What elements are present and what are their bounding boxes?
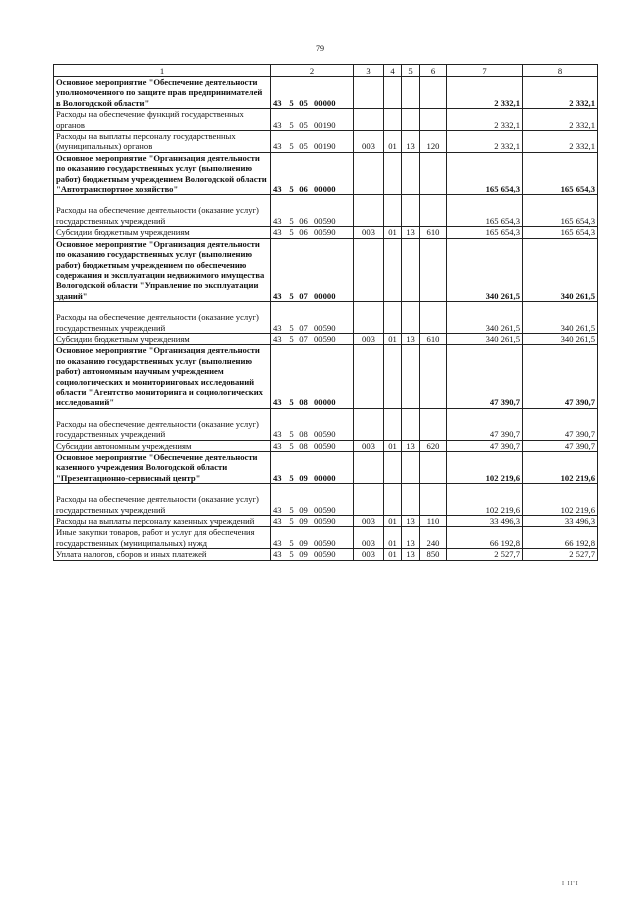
code-part-1: 43	[273, 215, 282, 226]
row-expense-type	[420, 77, 447, 109]
code-part-1: 43	[273, 472, 282, 483]
row-ministry-code	[354, 109, 384, 131]
row-target-code	[271, 408, 354, 440]
row-subsection-code	[402, 408, 420, 440]
row-section-code	[384, 452, 402, 484]
row-subsection-code	[402, 302, 420, 334]
row-name: Субсидии бюджетным учреждениям	[54, 333, 271, 344]
row-name: Основное мероприятие "Обеспечение деятельности уполномоченного по защите прав предпринимателей в Вологодской области"	[54, 77, 271, 109]
row-ministry-code: 003	[354, 549, 384, 560]
row-section-code: 01	[384, 131, 402, 153]
row-name: Расходы на обеспечение деятельности (оказание услуг) государственных учреждений	[54, 195, 271, 227]
row-amount-8: 66 192,8	[523, 527, 598, 549]
row-subsection-code	[402, 152, 420, 195]
row-name: Основное мероприятие "Организация деятельности по оказанию государственных услуг (выполнению работ) бюджетным учреждением по обеспечению содержания и эксплуатации недвижимого имущества Вологодской области "Управление по эксплуатации зданий"	[54, 238, 271, 301]
row-subsection-code	[402, 77, 420, 109]
row-subsection-code	[402, 484, 420, 516]
row-ministry-code: 003	[354, 227, 384, 238]
row-section-code: 01	[384, 440, 402, 451]
row-expense-type: 110	[420, 516, 447, 527]
header-col-5: 5	[402, 65, 420, 77]
row-section-code	[384, 109, 402, 131]
row-section-code	[384, 77, 402, 109]
code-part-3: 06	[299, 184, 308, 195]
row-subsection-code	[402, 238, 420, 301]
code-part-2: 5	[289, 184, 294, 195]
row-ministry-code	[354, 452, 384, 484]
row-section-code	[384, 238, 402, 301]
table-row	[54, 131, 598, 153]
row-name: Основное мероприятие "Обеспечение деятельности казенного учреждения Вологодской области "Презентационно-сервисный центр"	[54, 452, 271, 484]
row-name: Иные закупки товаров, работ и услуг для обеспечения государственных (муниципальных) нужд	[54, 527, 271, 549]
table-row	[54, 345, 598, 408]
code-part-4: 00000	[314, 290, 336, 301]
code-part-1: 43	[273, 184, 282, 195]
row-ministry-code	[354, 302, 384, 334]
header-col-8: 8	[523, 65, 598, 77]
table-row	[54, 408, 598, 440]
row-name: Субсидии бюджетным учреждениям	[54, 227, 271, 238]
table-row	[54, 227, 598, 238]
code-part-2: 5	[289, 440, 294, 451]
row-subsection-code: 13	[402, 516, 420, 527]
row-amount-7: 47 390,7	[447, 408, 523, 440]
row-subsection-code: 13	[402, 527, 420, 549]
row-section-code	[384, 195, 402, 227]
code-part-4: 00000	[314, 397, 336, 408]
row-target-code	[271, 227, 354, 238]
header-col-6: 6	[420, 65, 447, 77]
row-section-code	[384, 484, 402, 516]
row-name: Расходы на обеспечение функций государственных органов	[54, 109, 271, 131]
row-amount-8: 47 390,7	[523, 345, 598, 408]
row-expense-type: 240	[420, 527, 447, 549]
row-name: Основное мероприятие "Организация деятельности по оказанию государственных услуг (выполнению работ) автономным научным учреждением социологических и мониторинговых исследований области "Агентство мониторинга и социологических исследований"	[54, 345, 271, 408]
code-part-1: 43	[273, 322, 282, 333]
row-amount-8: 2 332,1	[523, 77, 598, 109]
code-part-1: 43	[273, 119, 282, 130]
row-amount-8: 340 261,5	[523, 302, 598, 334]
code-part-4: 00590	[314, 215, 336, 226]
row-amount-8: 2 332,1	[523, 109, 598, 131]
row-ministry-code: 003	[354, 527, 384, 549]
code-part-4: 00590	[314, 504, 336, 515]
row-expense-type: 850	[420, 549, 447, 560]
row-amount-8: 102 219,6	[523, 484, 598, 516]
code-part-2: 5	[289, 537, 294, 548]
table-row	[54, 549, 598, 560]
table-row	[54, 333, 598, 344]
row-target-code	[271, 527, 354, 549]
code-part-1: 43	[273, 97, 282, 108]
code-part-2: 5	[289, 397, 294, 408]
row-subsection-code	[402, 452, 420, 484]
table-row	[54, 109, 598, 131]
row-amount-7: 102 219,6	[447, 452, 523, 484]
row-target-code	[271, 77, 354, 109]
page-number: 79	[316, 44, 324, 53]
row-target-code	[271, 302, 354, 334]
row-amount-7: 2 332,1	[447, 131, 523, 153]
header-row	[54, 65, 598, 77]
row-expense-type	[420, 484, 447, 516]
row-amount-8: 165 654,3	[523, 227, 598, 238]
row-amount-7: 165 654,3	[447, 195, 523, 227]
code-part-3: 05	[299, 119, 308, 130]
code-part-2: 5	[289, 322, 294, 333]
row-ministry-code: 003	[354, 440, 384, 451]
header-col-2: 2	[271, 65, 354, 77]
row-amount-8: 340 261,5	[523, 238, 598, 301]
row-section-code	[384, 302, 402, 334]
row-target-code	[271, 549, 354, 560]
table-row	[54, 152, 598, 195]
row-subsection-code	[402, 195, 420, 227]
row-expense-type	[420, 152, 447, 195]
code-part-4: 00000	[314, 472, 336, 483]
row-amount-7: 340 261,5	[447, 302, 523, 334]
row-ministry-code	[354, 152, 384, 195]
row-amount-8: 165 654,3	[523, 152, 598, 195]
row-ministry-code: 003	[354, 516, 384, 527]
code-part-3: 05	[299, 141, 308, 152]
row-ministry-code	[354, 484, 384, 516]
code-part-3: 09	[299, 516, 308, 527]
row-target-code	[271, 152, 354, 195]
code-part-1: 43	[273, 537, 282, 548]
row-ministry-code	[354, 195, 384, 227]
row-ministry-code: 003	[354, 333, 384, 344]
code-part-2: 5	[289, 429, 294, 440]
row-subsection-code: 13	[402, 549, 420, 560]
row-section-code	[384, 345, 402, 408]
row-section-code	[384, 408, 402, 440]
row-ministry-code: 003	[354, 131, 384, 153]
table-body	[54, 77, 598, 561]
row-target-code	[271, 345, 354, 408]
row-target-code	[271, 516, 354, 527]
code-part-3: 05	[299, 97, 308, 108]
code-part-4: 00590	[314, 537, 336, 548]
row-target-code	[271, 484, 354, 516]
row-amount-7: 66 192,8	[447, 527, 523, 549]
code-part-4: 00190	[314, 141, 336, 152]
row-amount-7: 102 219,6	[447, 484, 523, 516]
budget-table	[53, 64, 598, 561]
code-part-3: 09	[299, 537, 308, 548]
row-amount-8: 47 390,7	[523, 408, 598, 440]
table-row	[54, 302, 598, 334]
code-part-1: 43	[273, 516, 282, 527]
code-part-4: 00590	[314, 227, 336, 238]
row-name: Расходы на обеспечение деятельности (оказание услуг) государственных учреждений	[54, 408, 271, 440]
row-ministry-code	[354, 408, 384, 440]
row-amount-7: 33 496,3	[447, 516, 523, 527]
code-part-2: 5	[289, 227, 294, 238]
footer-mark: I II'I	[562, 881, 579, 887]
code-part-2: 5	[289, 215, 294, 226]
code-part-4: 00000	[314, 184, 336, 195]
row-name: Субсидии автономным учреждениям	[54, 440, 271, 451]
code-part-4: 00190	[314, 119, 336, 130]
row-ministry-code	[354, 345, 384, 408]
code-part-3: 06	[299, 227, 308, 238]
row-subsection-code: 13	[402, 131, 420, 153]
code-part-2: 5	[289, 290, 294, 301]
code-part-2: 5	[289, 504, 294, 515]
code-part-1: 43	[273, 549, 282, 560]
code-part-4: 00590	[314, 429, 336, 440]
row-section-code: 01	[384, 516, 402, 527]
row-expense-type	[420, 195, 447, 227]
row-expense-type	[420, 452, 447, 484]
code-part-1: 43	[273, 333, 282, 344]
row-section-code	[384, 152, 402, 195]
code-part-3: 09	[299, 472, 308, 483]
row-expense-type	[420, 345, 447, 408]
row-expense-type	[420, 238, 447, 301]
table-row	[54, 195, 598, 227]
table-row	[54, 527, 598, 549]
table-row	[54, 516, 598, 527]
row-amount-8: 33 496,3	[523, 516, 598, 527]
code-part-1: 43	[273, 397, 282, 408]
header-col-4: 4	[384, 65, 402, 77]
code-part-3: 09	[299, 504, 308, 515]
code-part-1: 43	[273, 429, 282, 440]
code-part-3: 06	[299, 215, 308, 226]
row-subsection-code: 13	[402, 440, 420, 451]
code-part-3: 07	[299, 333, 308, 344]
code-part-2: 5	[289, 549, 294, 560]
row-target-code	[271, 195, 354, 227]
row-amount-7: 165 654,3	[447, 152, 523, 195]
table-row	[54, 77, 598, 109]
row-amount-7: 165 654,3	[447, 227, 523, 238]
code-part-4: 00590	[314, 549, 336, 560]
row-amount-8: 2 332,1	[523, 131, 598, 153]
row-ministry-code	[354, 77, 384, 109]
code-part-4: 00590	[314, 322, 336, 333]
row-name: Расходы на обеспечение деятельности (оказание услуг) государственных учреждений	[54, 302, 271, 334]
row-subsection-code	[402, 109, 420, 131]
row-target-code	[271, 109, 354, 131]
row-target-code	[271, 333, 354, 344]
row-amount-8: 165 654,3	[523, 195, 598, 227]
code-part-3: 08	[299, 397, 308, 408]
row-expense-type: 610	[420, 227, 447, 238]
row-target-code	[271, 238, 354, 301]
row-section-code: 01	[384, 527, 402, 549]
code-part-3: 08	[299, 429, 308, 440]
table-row	[54, 484, 598, 516]
row-amount-7: 340 261,5	[447, 333, 523, 344]
row-subsection-code	[402, 345, 420, 408]
row-section-code: 01	[384, 227, 402, 238]
row-amount-7: 47 390,7	[447, 440, 523, 451]
code-part-2: 5	[289, 141, 294, 152]
row-subsection-code: 13	[402, 227, 420, 238]
code-part-2: 5	[289, 516, 294, 527]
code-part-1: 43	[273, 141, 282, 152]
code-part-3: 09	[299, 549, 308, 560]
code-part-3: 08	[299, 440, 308, 451]
code-part-1: 43	[273, 504, 282, 515]
row-section-code: 01	[384, 333, 402, 344]
row-expense-type: 620	[420, 440, 447, 451]
row-amount-7: 47 390,7	[447, 345, 523, 408]
table-row	[54, 238, 598, 301]
code-part-1: 43	[273, 290, 282, 301]
code-part-2: 5	[289, 333, 294, 344]
row-amount-7: 2 527,7	[447, 549, 523, 560]
row-name: Расходы на выплаты персоналу государственных (муниципальных) органов	[54, 131, 271, 153]
row-subsection-code: 13	[402, 333, 420, 344]
row-target-code	[271, 452, 354, 484]
row-amount-7: 340 261,5	[447, 238, 523, 301]
code-part-2: 5	[289, 119, 294, 130]
row-amount-8: 2 527,7	[523, 549, 598, 560]
row-expense-type	[420, 302, 447, 334]
code-part-2: 5	[289, 472, 294, 483]
row-target-code	[271, 440, 354, 451]
code-part-3: 07	[299, 290, 308, 301]
code-part-4: 00590	[314, 333, 336, 344]
row-expense-type	[420, 408, 447, 440]
row-amount-7: 2 332,1	[447, 109, 523, 131]
header-col-1: 1	[54, 65, 271, 77]
row-section-code: 01	[384, 549, 402, 560]
row-amount-7: 2 332,1	[447, 77, 523, 109]
header-col-3: 3	[354, 65, 384, 77]
row-amount-8: 47 390,7	[523, 440, 598, 451]
code-part-4: 00000	[314, 97, 336, 108]
row-expense-type: 610	[420, 333, 447, 344]
code-part-2: 5	[289, 97, 294, 108]
row-name: Уплата налогов, сборов и иных платежей	[54, 549, 271, 560]
row-ministry-code	[354, 238, 384, 301]
table-row	[54, 440, 598, 451]
code-part-1: 43	[273, 227, 282, 238]
row-target-code	[271, 131, 354, 153]
code-part-3: 07	[299, 322, 308, 333]
row-amount-8: 340 261,5	[523, 333, 598, 344]
code-part-1: 43	[273, 440, 282, 451]
row-name: Расходы на выплаты персоналу казенных учреждений	[54, 516, 271, 527]
row-name: Основное мероприятие "Организация деятельности по оказанию государственных услуг (выполнению работ) бюджетным учреждением Вологодской области "Автотранспортное хозяйство"	[54, 152, 271, 195]
code-part-4: 00590	[314, 440, 336, 451]
row-name: Расходы на обеспечение деятельности (оказание услуг) государственных учреждений	[54, 484, 271, 516]
row-expense-type	[420, 109, 447, 131]
header-col-7: 7	[447, 65, 523, 77]
code-part-4: 00590	[314, 516, 336, 527]
table-row	[54, 452, 598, 484]
row-amount-8: 102 219,6	[523, 452, 598, 484]
row-expense-type: 120	[420, 131, 447, 153]
